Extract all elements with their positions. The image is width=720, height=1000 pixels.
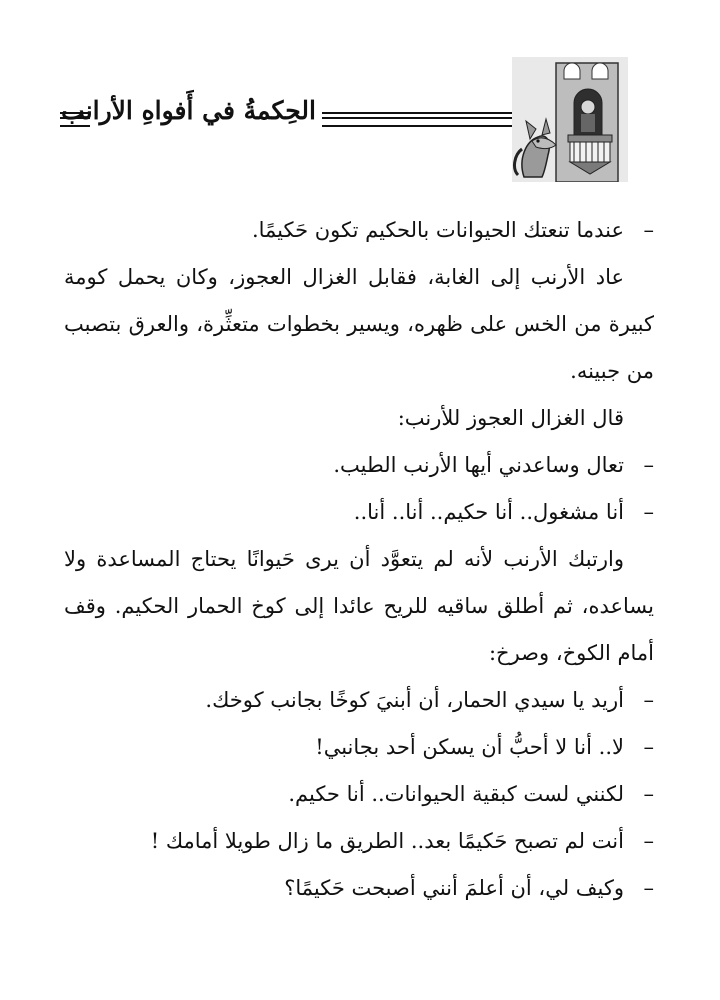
- text-line-13: [64, 771, 654, 818]
- dialog-dash: –: [643, 218, 654, 242]
- line-text: أنا مشغول.. أنا حكيم.. أنا.. أنا..: [353, 500, 624, 524]
- dialog-dash: –: [643, 453, 654, 477]
- line-text: وارتبك الأرنب لأنه لم يتعوَّد أن يرى حَيوانًا يحتاج المساعدة ولا: [64, 547, 624, 571]
- line-text: قال الغزال العجوز للأرنب:: [397, 406, 624, 430]
- text-line-2: [64, 254, 654, 301]
- line-text: عاد الأرنب إلى الغابة، فقابل الغزال العجوز، وكان يحمل كومة: [64, 265, 624, 289]
- dialog-dash: –: [643, 876, 654, 900]
- text-line-5: [64, 395, 654, 442]
- body-text: [64, 207, 654, 912]
- text-line-10: [64, 630, 654, 677]
- dialog-dash: –: [643, 735, 654, 759]
- text-line-11: [64, 677, 654, 724]
- text-line-3: [64, 301, 654, 348]
- text-line-14: [64, 818, 654, 865]
- line-text: أنت لم تصبح حَكيمًا بعد.. الطريق ما زال طويلا أمامك !: [150, 829, 624, 853]
- text-line-6: [64, 442, 654, 489]
- text-line-12: [64, 724, 654, 771]
- text-line-8: [64, 536, 654, 583]
- text-line-9: [64, 583, 654, 630]
- illustration: [512, 57, 628, 182]
- line-text: من جبينه.: [570, 359, 654, 383]
- line-text: لا.. أنا لا أحبُّ أن يسكن أحد بجانبي!: [315, 735, 624, 759]
- dialog-dash: –: [643, 829, 654, 853]
- text-line-4: [64, 348, 654, 395]
- line-text: أريد يا سيدي الحمار، أن أبنيَ كوخًا بجانب كوخك.: [205, 688, 624, 712]
- line-text: تعال وساعدني أيها الأرنب الطيب.: [333, 453, 624, 477]
- dialog-dash: –: [643, 782, 654, 806]
- line-text: يساعده، ثم أطلق ساقيه للريح عائدا إلى كوخ الحمار الحكيم. وقف: [64, 594, 654, 618]
- dialog-dash: –: [643, 500, 654, 524]
- page-header: [0, 0, 720, 190]
- line-text: وكيف لي، أن أعلمَ أنني أصبحت حَكيمًا؟: [284, 876, 624, 900]
- line-text: كبيرة من الخس على ظهره، ويسير بخطوات متعثِّرة، والعرق بتصبب: [64, 312, 654, 336]
- line-text: لكنني لست كبقية الحيوانات.. أنا حكيم.: [288, 782, 624, 806]
- dialog-dash: –: [643, 688, 654, 712]
- page-title: الحِكمةُ في أَفواهِ الأرانب: [61, 96, 316, 125]
- text-line-7: [64, 489, 654, 536]
- line-text: أمام الكوخ، وصرخ:: [488, 641, 654, 665]
- line-text: عندما تنعتك الحيوانات بالحكيم تكون حَكيمًا.: [251, 218, 624, 242]
- text-line-1: [64, 207, 654, 254]
- title-rule-right: [322, 112, 517, 127]
- text-line-15: [64, 865, 654, 912]
